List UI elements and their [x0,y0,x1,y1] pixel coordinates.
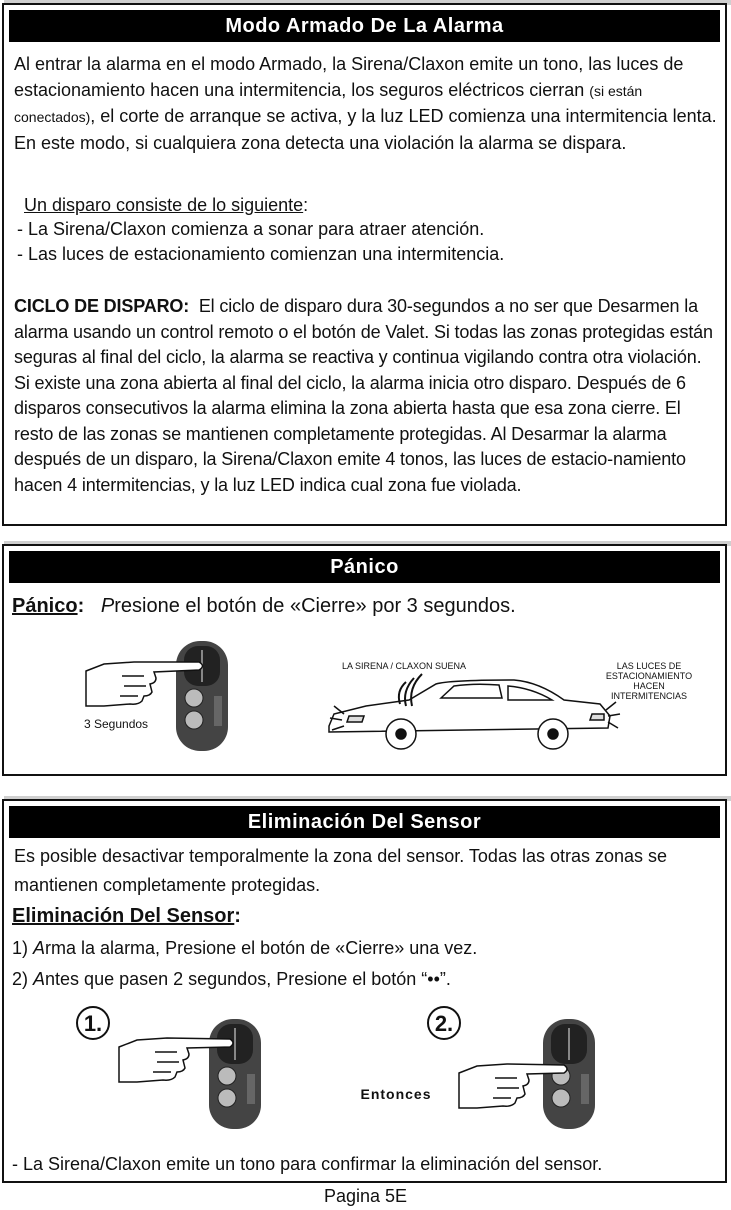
trigger-item: - La Sirena/Claxon comienza a sonar para atraer atención. [17,219,485,239]
section-title: Modo Armado De La Alarma [9,10,720,42]
cycle-paragraph [14,294,719,498]
armed-intro [14,52,719,156]
panic-colon: : [77,595,85,617]
lights-label-line: HACEN [633,681,665,691]
step-2-marker: 2. [434,1011,454,1036]
bypass-heading-colon: : [234,905,241,927]
armed-intro-part2: , el corte de arranque se activa, y la luz LED comienza una intermitencia lenta. En este modo, si cualquiera zona detecta una violación la alarma se dispara. [14,106,717,153]
panic-text: resione el botón de «Cierre» por 3 segundos. [114,595,516,617]
then-label: Entonces [360,1086,432,1102]
page-number: Pagina 5E [323,1186,408,1206]
step-1-number: 1) [12,938,34,958]
remote-icon [176,641,228,751]
lights-label-line: ESTACIONAMIENTO [605,671,693,681]
step-1-marker: 1. [83,1011,103,1036]
section-title: Eliminación Del Sensor [9,806,720,838]
armed-intro-part1: Al entrar la alarma en el modo Armado, la Sirena/Claxon emite un tono, las luces de estacionamiento hacen una intermitencia, los seguros eléctricos cierran [14,54,684,100]
cycle-text: El ciclo de disparo dura 30-segundos a no ser que Desarmen la alarma usando un control remoto o el botón de Valet. Si todas las zonas protegidas están seguras al final del ciclo, la alarma se reactiva y continua vigilando contra otra violación. Si existe una zona abierta al final del ciclo, la alarma inicia otro disparo. Después de 6 disparos consecutivos la alarma elimina la zona abierta hasta que esa zona cierre. El resto de las zonas se mantienen completamente protegidas. Al Desarmar la alarma después de un disparo, la Sirena/Claxon emite 4 tonos, las luces de estacio-namiento hacen 4 intermitencias, y la luz LED indica cual zona fue violada. [14,296,713,495]
bypass-confirm: - La Sirena/Claxon emite un tono para confirmar la eliminación del sensor. [12,1154,603,1174]
section-title: Pánico [9,551,720,583]
cycle-label: CICLO DE DISPARO: [14,296,190,316]
bypass-intro: Es posible desactivar temporalmente la zona del sensor. Todas las otras zonas se mantienen completamente protegidas. [14,846,668,895]
armed-intro-note: (si están conectados) [14,82,643,125]
panic-first-letter: P [100,595,115,617]
siren-label: LA SIRENA / CLAXON SUENA [342,661,467,671]
section-sensor-bypass [2,799,727,1183]
bypass-illustration [4,801,725,1181]
bypass-heading: Eliminación Del Sensor [12,905,235,927]
trigger-heading: Un disparo consiste de lo siguiente [24,195,304,215]
remote-icon [209,1019,261,1129]
section-panic [2,544,727,776]
step-2-text: ntes que pasen 2 segundos, Presione el botón “••”. [45,969,451,989]
trigger-heading-line [24,195,308,216]
panic-illustration [4,546,725,774]
lights-label-line: INTERMITENCIAS [610,691,688,701]
step-2-number: 2) [12,969,34,989]
trigger-colon: : [303,195,309,215]
car-icon [329,680,610,749]
panic-label: Pánico [12,595,78,617]
section-armed-mode [2,3,727,526]
lights-label-line: LAS LUCES DE [616,661,682,671]
seconds-label: 3 Segundos [84,717,149,731]
step-1-text: rma la alarma, Presione el botón de «Cierre» una vez. [45,938,478,958]
step-1-first-letter: A [33,938,46,958]
step-2-first-letter: A [33,969,46,989]
trigger-item: - Las luces de estacionamiento comienzan una intermitencia. [17,244,505,264]
